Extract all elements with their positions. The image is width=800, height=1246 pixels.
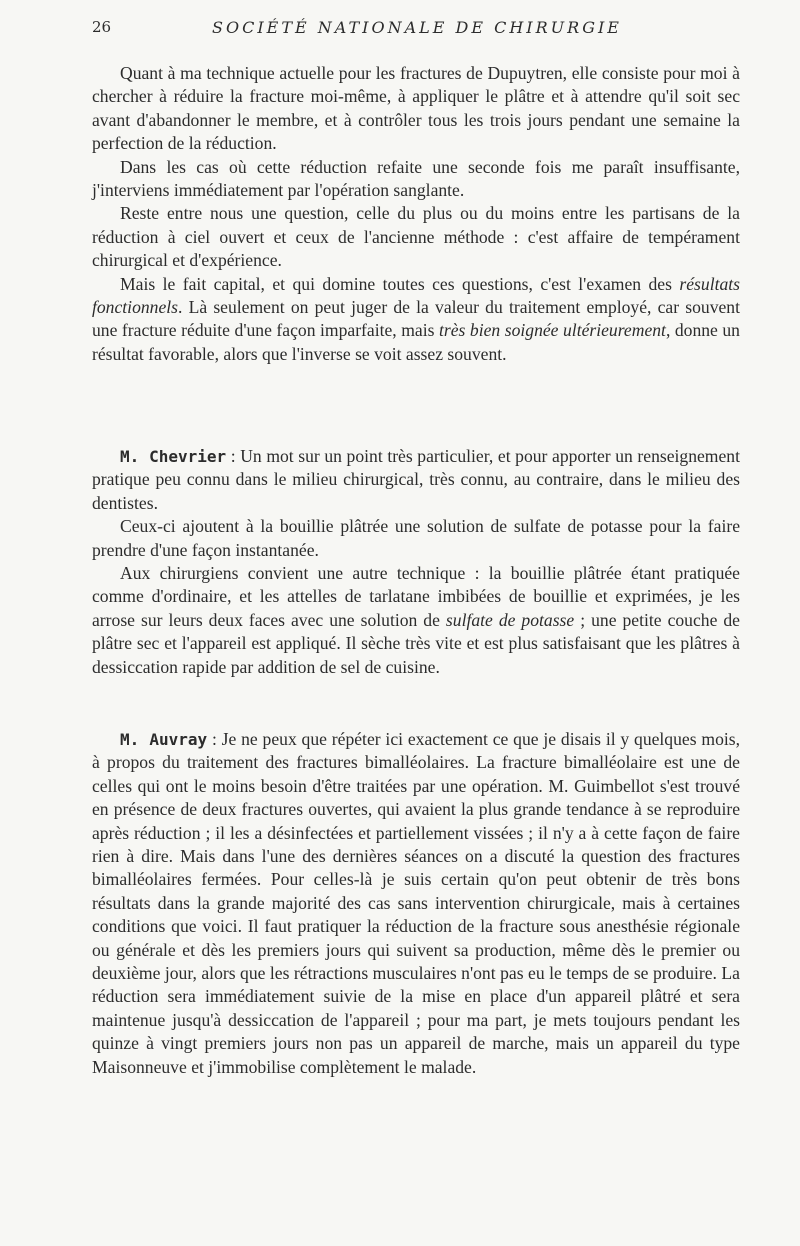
text-run: Mais le fait capital, et qui domine toutes ces questions, c'est l'examen des bbox=[120, 273, 680, 294]
section-chevrier bbox=[92, 445, 740, 679]
speaker-name: M. Auvray bbox=[120, 730, 208, 749]
speaker-name: M. Chevrier bbox=[120, 447, 227, 466]
paragraph bbox=[92, 728, 740, 1079]
paragraph bbox=[92, 562, 740, 679]
emphasis: sulfate de potasse bbox=[445, 609, 575, 630]
section-dupuytren bbox=[92, 62, 740, 366]
text-run: : Un mot sur un point très particulier, et pour apporter un renseignement pratique peu connu dans le milieu chirurgical, très connu, au contraire, dans le milieu des dentistes. bbox=[92, 446, 740, 513]
text-run: , donne un résultat favorable, alors que l'inverse se voit assez souvent. bbox=[92, 320, 740, 364]
paragraph bbox=[92, 273, 740, 367]
text-run: . Là seulement on peut juger de la valeur du traitement employé, car souvent une fracture réduite d'une façon imparfaite, mais bbox=[92, 297, 740, 341]
page-header bbox=[92, 18, 742, 46]
text-run: Aux chirurgiens convient une autre technique : la bouillie plâtrée étant pratiquée comme d'ordinaire, et les attelles de tarlatane imbibées de bouillie et exprimées, je les arrose sur leurs deux faces avec une solution de bbox=[92, 563, 740, 630]
paragraph: Ceux-ci ajoutent à la bouillie plâtrée une solution de sulfate de potasse pour la faire prendre d'une façon instantanée. bbox=[92, 516, 740, 560]
paragraph: Quant à ma technique actuelle pour les fractures de Dupuytren, elle consiste pour moi à chercher à réduire la fracture moi-même, à appliquer le plâtre et à attendre qu'il soit sec avant d'abandonner le membre, et à contrôler tous les trois jours pendant une semaine la perfection de la réduction. bbox=[92, 63, 740, 154]
text-run: : Je ne peux que répéter ici exactement ce que je disais il y quelques mois, à propos du traitement des fractures bimalléolaires. La fracture bimalléolaire est une de celles qui ont le moins besoin d'être traitées par une opération. M. Guimbellot s'est trouvé en présence de deux fractures ouvertes, qui avaient la plus grande tendance à se reproduire après réduction ; il les a désinfectées et partiellement vissées ; il n'y a à cette façon de faire rien à dire. Mais dans l'une des dernières séances on a discuté la question des fractures bimalléolaires fermées. Pour celles-là je suis certain qu'on peut obtenir de très bons résultats dans la grande majorité des cas sans intervention chirurgicale, mais à certaines conditions que voici. Il faut pratiquer la réduction de la fracture sous anesthésie régionale ou générale et dès les premiers jours qui suivent sa production, même dès le premier ou deuxième jour, alors que les rétractions musculaires n'ont pas eu le temps de se produire. La réduction sera immédiatement suivie de la mise en place d'un appareil plâtré et sera maintenue jusqu'à dessiccation de l'appareil ; pour ma part, je mets toujours pendant les quinze à vingt premiers jours non pas un appareil de marche, mais un appareil du type Maisonneuve et j'immobilise complètement le malade. bbox=[92, 729, 740, 1077]
paragraph: Dans les cas où cette réduction refaite une seconde fois me paraît insuffisante, j'interviens immédiatement par l'opération sanglante. bbox=[92, 156, 740, 201]
section-auvray bbox=[92, 728, 740, 1079]
text-run: ; une petite couche de plâtre sec et l'appareil est appliqué. Il sèche très vite et est plus satisfaisant que les plâtres à dessiccation rapide par addition de sel de cuisine. bbox=[92, 609, 740, 677]
running-title: SOCIÉTÉ NATIONALE DE CHIRURGIE bbox=[212, 18, 622, 37]
page-number: 26 bbox=[92, 18, 112, 36]
emphasis: résultats fonctionnels bbox=[92, 273, 740, 318]
paragraph bbox=[92, 445, 740, 515]
emphasis: très bien soignée ultérieurement bbox=[439, 320, 666, 341]
paragraph: Reste entre nous une question, celle du plus ou du moins entre les partisans de la réduction à ciel ouvert et ceux de l'ancienne méthode : c'est affaire de tempérament chirurgical et d'expérience. bbox=[92, 203, 740, 271]
